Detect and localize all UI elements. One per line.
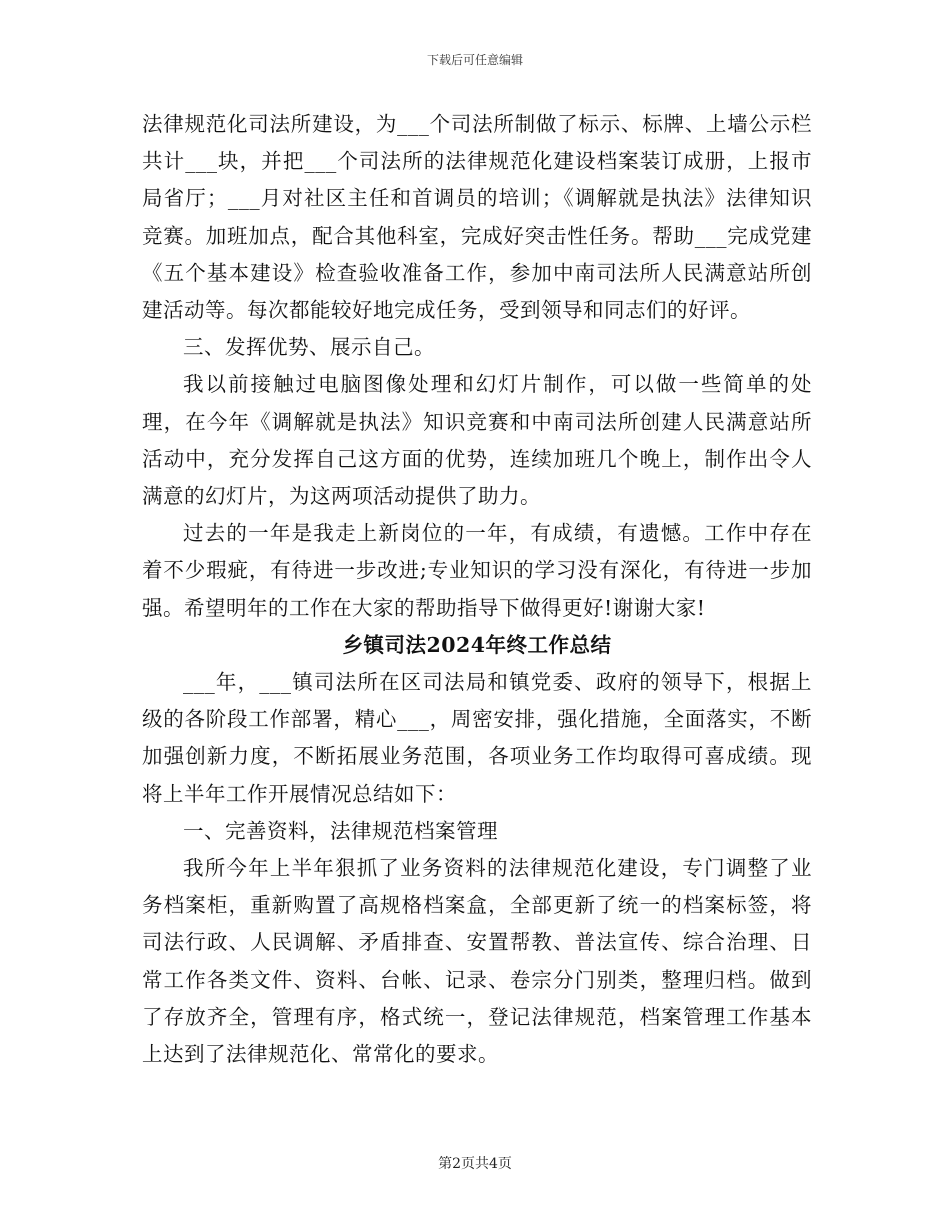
heading-three: 三、发挥优势、展示自己。 bbox=[183, 335, 435, 360]
page-header: 下载后可任意编辑 bbox=[426, 53, 523, 67]
page-footer: 第2页共4页 bbox=[438, 1156, 512, 1172]
paragraph-continued: 法律规范化司法所建设，为___个司法所制做了标示、标牌、上墙公示栏共计___块，并把___个司法所的法律规范化建设档案装订成册，上报市局省厅；___月对社区主任和首调员的培训；《调解就是执法》法律知识竞赛。加班加点，配合其他科室，完成好突击性任务。帮助___完成党建《五个基本建设》检查验收准备工作，参加中南司法所人民满意站所创建活动等。每次都能较好地完成任务，受到领导和同志们的好评。 bbox=[142, 112, 812, 323]
document-body bbox=[142, 106, 812, 1073]
paragraph-skills: 我以前接触过电脑图像处理和幻灯片制作，可以做一些简单的处理，在今年《调解就是执法》知识竞赛和中南司法所创建人民满意站所活动中，充分发挥自己这方面的优势，连续加班几个晚上，制作出令人满意的幻灯片，为这两项活动提供了助力。 bbox=[142, 372, 812, 509]
section-title: 乡镇司法2024年终工作总结 bbox=[342, 632, 612, 657]
paragraph-closing: 过去的一年是我走上新岗位的一年，有成绩，有遗憾。工作中存在着不少瑕疵，有待进一步改进;专业知识的学习没有深化，有待进一步加强。希望明年的工作在大家的帮助指导下做得更好!谢谢大家! bbox=[142, 521, 812, 620]
heading-one: 一、完善资料，法律规范档案管理 bbox=[183, 818, 498, 843]
paragraph-archives: 我所今年上半年狠抓了业务资料的法律规范化建设，专门调整了业务档案柜，重新购置了高规格档案盒，全部更新了统一的档案标签，将司法行政、人民调解、矛盾排查、安置帮教、普法宣传、综合治理、日常工作各类文件、资料、台帐、记录、卷宗分门别类，整理归档。做到了存放齐全，管理有序，格式统一，登记法律规范，档案管理工作基本上达到了法律规范化、常常化的要求。 bbox=[142, 856, 812, 1067]
paragraph-intro: ___年，___镇司法所在区司法局和镇党委、政府的领导下，根据上级的各阶段工作部署，精心___，周密安排，强化措施，全面落实，不断加强创新力度，不断拓展业务范围，各项业务工作均取得可喜成绩。现将上半年工作开展情况总结如下： bbox=[142, 670, 812, 806]
